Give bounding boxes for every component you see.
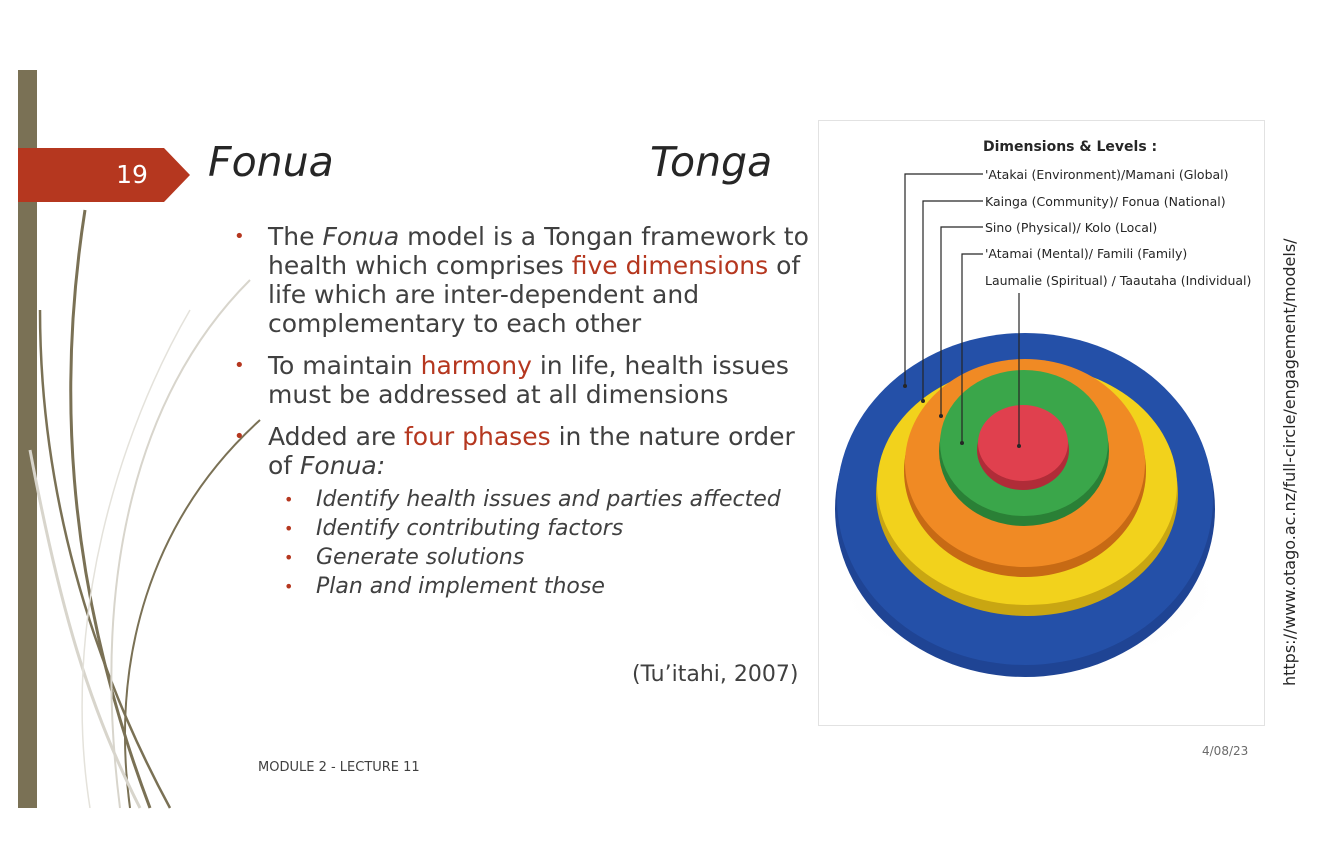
highlight-text: four phases (403, 422, 551, 451)
bullet-item: • The Fonua model is a Tongan framework to health which comprises five dimensions of life which are inter-dependent and complementary to each other (234, 222, 809, 338)
bullet-item: • Added are four phases in the nature order of Fonua: (234, 422, 795, 480)
concentric-circles-graphic (819, 121, 1264, 725)
highlight-text: five dimensions (571, 251, 769, 280)
level-label-community: Kainga (Community)/ Fonua (National) (985, 194, 1226, 209)
highlight-text: harmony (420, 351, 532, 380)
bullet-marker: • (284, 490, 294, 509)
slide-number-tab (18, 148, 190, 202)
source-url: https://www.otago.ac.nz/full-circle/engagement/models/ (1280, 238, 1299, 686)
bullet-marker: • (234, 426, 245, 447)
bullet-marker: • (234, 355, 245, 376)
slide-number: 19 (116, 160, 148, 189)
sub-bullet-item: • Identify health issues and parties affected (284, 487, 781, 512)
sub-bullet-item: • Plan and implement those (284, 574, 605, 599)
title-fonua: Fonua (208, 138, 334, 186)
title-tonga: Tonga (650, 138, 773, 186)
citation: (Tu’itahi, 2007) (632, 662, 799, 687)
level-label-mental: 'Atamai (Mental)/ Famili (Family) (985, 246, 1188, 261)
bullet-marker: • (234, 226, 245, 247)
sub-bullet-list (234, 485, 824, 601)
bullet-marker: • (284, 548, 294, 567)
bullet-marker: • (284, 519, 294, 538)
level-label-spiritual: Laumalie (Spiritual) / Taautaha (Individual) (985, 273, 1252, 288)
footer-module: MODULE 2 - LECTURE 11 (258, 760, 420, 775)
level-label-physical: Sino (Physical)/ Kolo (Local) (985, 220, 1158, 235)
sub-bullet-item: • Identify contributing factors (284, 516, 624, 541)
footer-date: 4/08/23 (1202, 744, 1249, 758)
bullet-item: • To maintain harmony in life, health issues must be addressed at all dimensions (234, 351, 789, 409)
bullet-marker: • (284, 577, 294, 596)
fonua-diagram (818, 120, 1265, 726)
sub-bullet-item: • Generate solutions (284, 545, 525, 570)
level-label-environment: 'Atakai (Environment)/Mamani (Global) (985, 167, 1229, 182)
ring-spiritual (978, 405, 1068, 481)
bullet-list (234, 222, 824, 601)
diagram-heading: Dimensions & Levels : (983, 139, 1158, 155)
